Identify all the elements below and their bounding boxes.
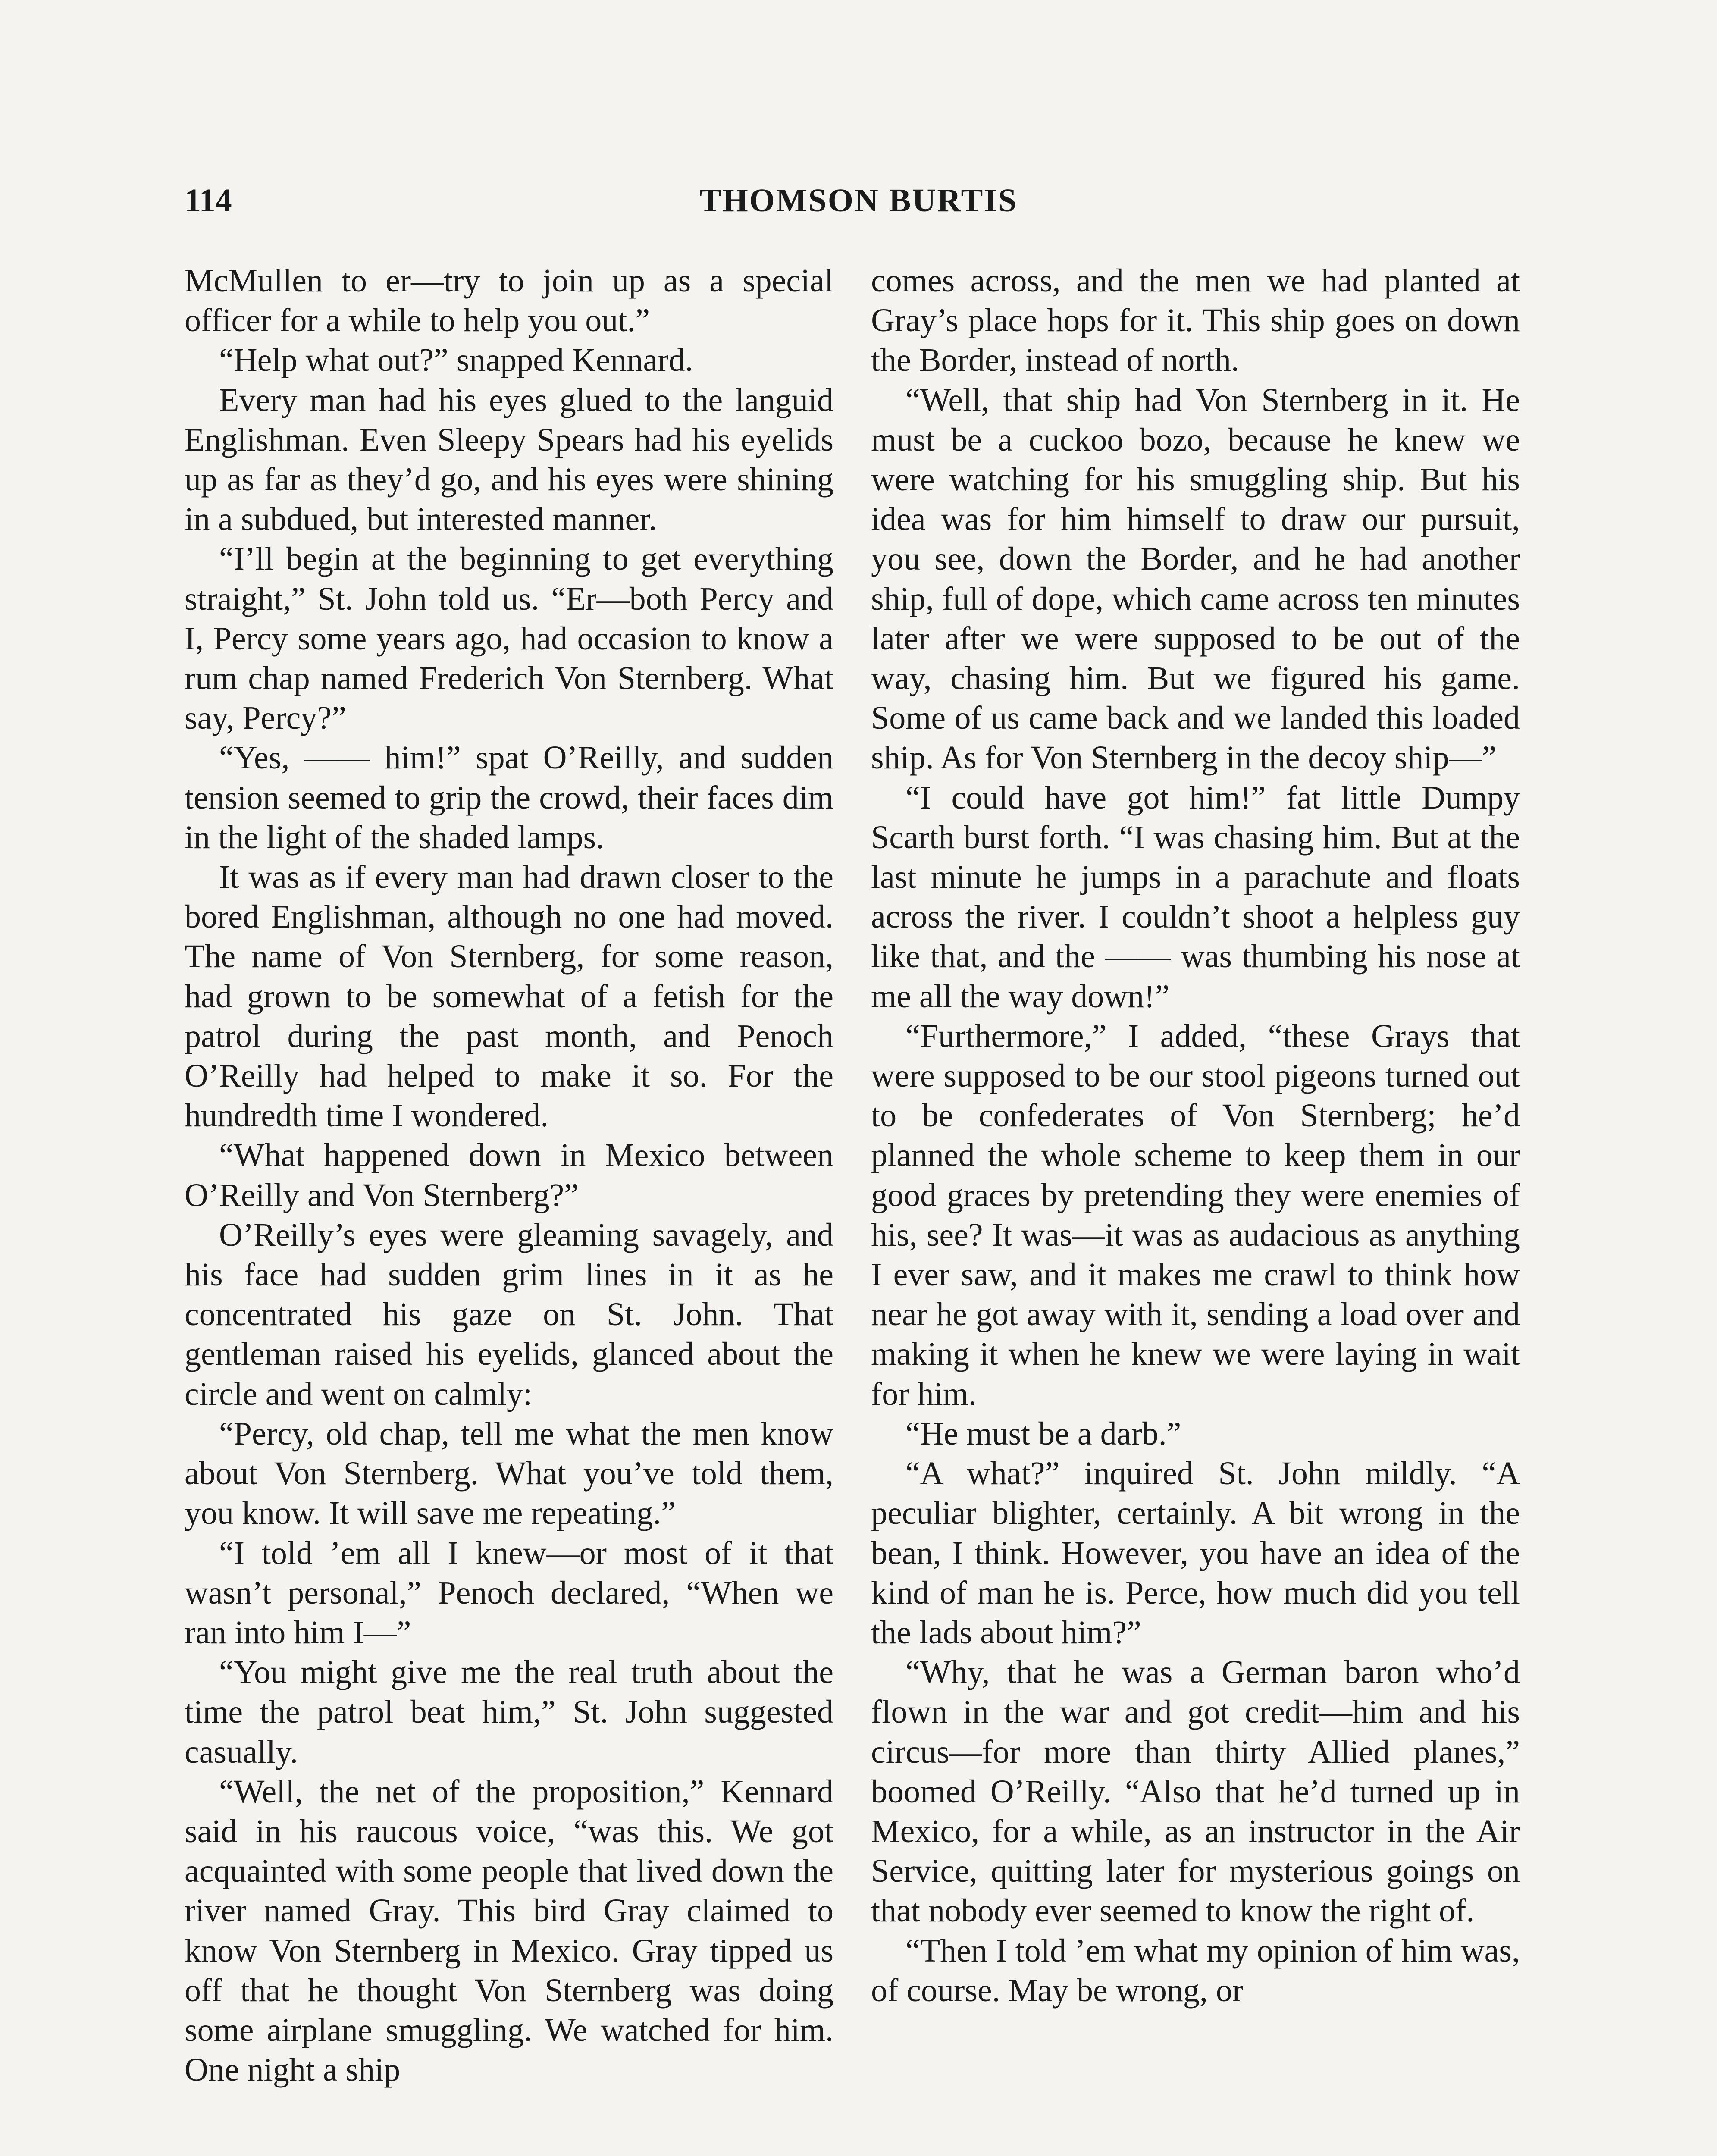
paragraph: McMullen to er—try to join up as a special officer for a while to help you out.” — [185, 263, 833, 339]
paragraph: “I told ’em all I knew—or most of it that wasn’t personal,” Penoch declared, “When we ran into him I—” — [185, 1535, 833, 1651]
paragraph: “You might give me the real truth about the time the patrol beat him,” St. John suggested casually. — [185, 1654, 833, 1770]
paragraph: Every man had his eyes glued to the languid Englishman. Even Sleepy Spears had his eyelids up as far as they’d go, and his eyes were shining in a subdued, but interested manner. — [185, 382, 833, 538]
paragraph: “He must be a darb.” — [905, 1415, 1181, 1452]
page-number: 114 — [185, 182, 232, 219]
left-column — [185, 261, 833, 2090]
paragraph: comes across, and the men we had planted at Gray’s place hops for it. This ship goes on down the Border, instead of north. — [871, 263, 1520, 379]
paragraph: O’Reilly’s eyes were gleaming savagely, and his face had sudden grim lines in it as he concentrated his gaze on St. John. That gentleman raised his eyelids, glanced about the circle and went on calmly: — [185, 1216, 833, 1412]
right-column — [871, 261, 1520, 2010]
paragraph: “Why, that he was a German baron who’d flown in the war and got credit—him and his circus—for more than thirty Allied planes,” boomed O’Reilly. “Also that he’d turned up in Mexico, for a while, as an instructor in the Air Service, quitting later for mysterious goings on that nobody ever seemed to know the right of. — [871, 1654, 1520, 1929]
paragraph: “Percy, old chap, tell me what the men know about Von Sternberg. What you’ve told them, you know. It will save me repeating.” — [185, 1415, 833, 1532]
paragraph: “Yes, —— him!” spat O’Reilly, and sudden tension seemed to grip the crowd, their faces dim in the light of the shaded lamps. — [185, 740, 833, 856]
paragraph: “A what?” inquired St. John mildly. “A peculiar blighter, certainly. A bit wrong in the bean, I think. However, you have an idea of the kind of man he is. Perce, how much did you tell the lads about him?” — [871, 1455, 1520, 1651]
paragraph: “Then I told ’em what my opinion of him was, of course. May be wrong, or — [871, 1932, 1520, 2009]
paragraph: It was as if every man had drawn closer to the bored Englishman, although no one had moved. The name of Von Sternberg, for some reason, had grown to be somewhat of a fetish for the patrol during the past month, and Penoch O’Reilly had helped to make it so. For the hundredth time I wondered. — [185, 859, 833, 1134]
paragraph: “I’ll begin at the beginning to get everything straight,” St. John told us. “Er—both Percy and I, Percy some years ago, had occasion to know a rum chap named Frederich Von Sternberg. What say, Percy?” — [185, 541, 833, 736]
paragraph: “Well, that ship had Von Sternberg in it. He must be a cuckoo bozo, because he knew we were watching for his smuggling ship. But his idea was for him himself to draw our pursuit, you see, down the Border, and he had another ship, full of dope, which came across ten minutes later after we were supposed to be out of the way, chasing him. But we figured his game. Some of us came back and we landed this loaded ship. As for Von Sternberg in the decoy ship—” — [871, 382, 1520, 776]
page-header — [185, 175, 1532, 226]
running-head: THOMSON BURTIS — [699, 182, 1018, 219]
paragraph: “Furthermore,” I added, “these Grays that were supposed to be our stool pigeons turned out to be confederates of Von Sternberg; he’d planned the whole scheme to keep them in our good graces by pretending they were enemies of his, see? It was—it was as audacious as anything I ever saw, and it makes me crawl to think how near he got away with it, sending a load over and making it when he knew we were laying in wait for him. — [871, 1018, 1520, 1412]
paragraph: “Well, the net of the proposition,” Kennard said in his raucous voice, “was this. We got acquainted with some people that lived down the river named Gray. This bird Gray claimed to know Von Sternberg in Mexico. Gray tipped us off that he thought Von Sternberg was doing some airplane smuggling. We watched for him. One night a ship — [185, 1773, 833, 2088]
paragraph: “Help what out?” snapped Kennard. — [219, 342, 693, 379]
paragraph: “I could have got him!” fat little Dumpy Scarth burst forth. “I was chasing him. But at the last minute he jumps in a parachute and floats across the river. I couldn’t shoot a helpless guy like that, and the —— was thumbing his nose at me all the way down!” — [871, 779, 1520, 1015]
paragraph: “What happened down in Mexico between O’Reilly and Von Sternberg?” — [185, 1137, 833, 1213]
